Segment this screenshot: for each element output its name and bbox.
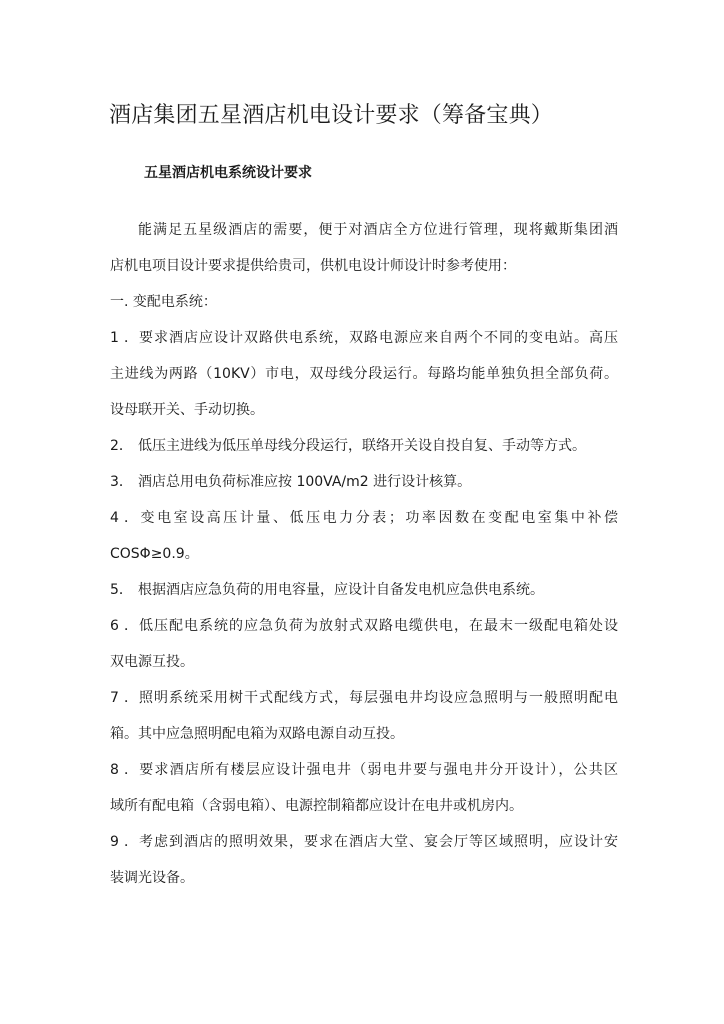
document-title: 酒店集团五星酒店机电设计要求（筹备宝典） [109,103,554,128]
list-item [110,608,618,644]
list-item [110,500,618,536]
item-text: 低压主进线为低压单母线分段运行，联络开关设自投自复、手动等方式。 [138,438,586,454]
item-text: 考虑到酒店的照明效果，要求在酒店大堂、宴会厅等区域照明，应设计安 [138,834,618,850]
item-number: 2． [110,438,133,454]
item-text: 酒店总用电负荷标准应按 100VA/m2 进行设计核算。 [138,474,472,490]
intro-line: 店机电项目设计要求提供给贵司，供机电设计师设计时参考使用： [110,258,516,274]
document-body [110,212,618,896]
item-continuation: 装调光设备。 [110,870,194,886]
item-text: 照明系统采用树干式配线方式，每层强电井均设应急照明与一般照明配电 [138,690,618,706]
item-text: 根据酒店应急负荷的用电容量，应设计自备发电机应急供电系统。 [138,582,544,598]
list-item [110,428,618,464]
item-continuation: 设母联开关、手动切换。 [110,402,264,418]
item-text: 低压配电系统的应急负荷为放射式双路电缆供电，在最末一级配电箱处设 [138,618,618,634]
list-item [110,824,618,860]
item-text: 变电室设高压计量、低压电力分表；功率因数在变配电室集中补偿 [138,510,618,526]
list-item [110,464,618,500]
list-item [110,320,618,356]
item-text: 要求酒店所有楼层应设计强电井（弱电井要与强电井分开设计），公共区 [138,762,618,778]
item-number: 1． [110,330,138,346]
list-item [110,572,618,608]
intro-line: 能满足五星级酒店的需要，便于对酒店全方位进行管理，现将戴斯集团酒 [138,222,618,238]
document-subtitle: 五星酒店机电系统设计要求 [144,165,312,181]
item-number: 9． [110,834,138,850]
item-continuation: 双电源互投。 [110,654,194,670]
item-continuation: 箱。其中应急照明配电箱为双路电源自动互投。 [110,726,404,742]
item-number: 7． [110,690,138,706]
section-heading: 一. 变配电系统： [110,294,217,310]
item-number: 3． [110,474,133,490]
item-continuation: 域所有配电箱（含弱电箱）、电源控制箱都应设计在电井或机房内。 [110,798,523,814]
item-number: 4． [110,510,138,526]
list-item [110,752,618,788]
item-continuation: COSΦ≥0.9。 [110,546,199,562]
item-continuation: 主进线为两路（10KV）市电，双母线分段运行。每路均能单独负担全部负荷。 [110,366,618,382]
item-text: 要求酒店应设计双路供电系统，双路电源应来自两个不同的变电站。高压 [138,330,618,346]
list-item [110,680,618,716]
item-number: 5． [110,582,133,598]
item-number: 8． [110,762,138,778]
item-number: 6． [110,618,138,634]
